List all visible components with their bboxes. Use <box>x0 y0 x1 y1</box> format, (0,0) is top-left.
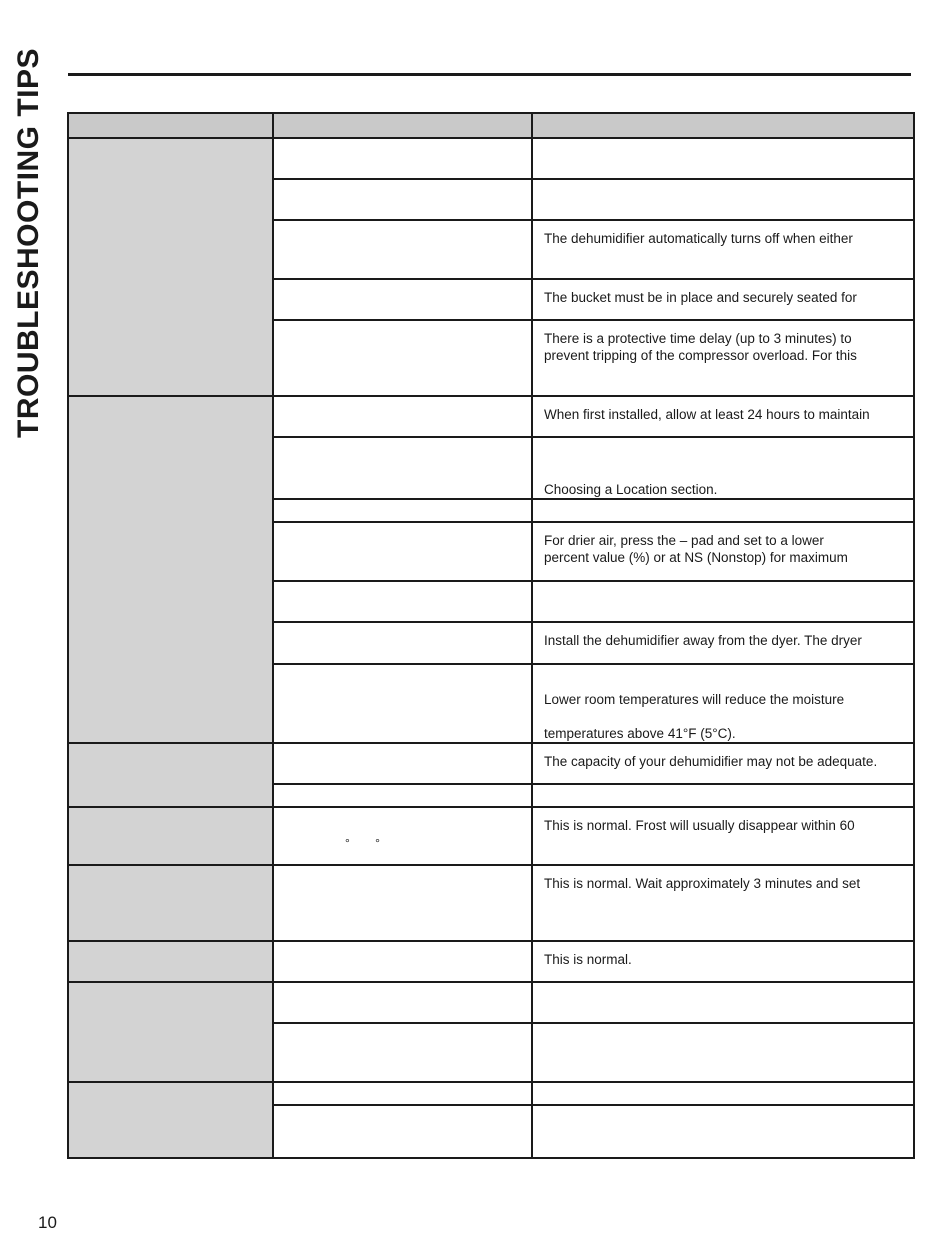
section-title <box>10 38 48 448</box>
action-cell <box>532 499 914 522</box>
action-cell <box>532 138 914 179</box>
action-cell <box>532 807 914 865</box>
table-row <box>68 982 914 1023</box>
header-rule <box>68 73 911 76</box>
action-text: The capacity of your dehumidifier may not be adequate. <box>544 754 878 769</box>
action-cell <box>532 784 914 807</box>
problem-cell <box>68 941 273 982</box>
action-text: This is normal. Wait approximately 3 minutes and set <box>544 876 861 891</box>
action-text: This is normal. <box>544 952 632 967</box>
cause-cell <box>273 279 532 320</box>
cause-cell <box>273 622 532 664</box>
action-cell <box>532 1082 914 1105</box>
section-title-text: TROUBLESHOOTING TIPS <box>12 47 46 439</box>
table-row <box>68 807 914 865</box>
table-header-row <box>68 113 914 138</box>
action-text: Choosing a Location section. <box>544 482 718 497</box>
cause-cell <box>273 138 532 179</box>
cause-cell <box>273 1105 532 1158</box>
problem-cell <box>68 982 273 1082</box>
problem-cell <box>68 865 273 941</box>
page-number: 10 <box>38 1213 57 1232</box>
action-cell <box>532 320 914 396</box>
action-text: temperatures above 41°F (5°C). <box>544 726 736 741</box>
cause-cell <box>273 807 532 865</box>
action-cell <box>532 664 914 743</box>
action-cell <box>532 941 914 982</box>
header-cell-action <box>532 113 914 138</box>
action-cell <box>532 179 914 220</box>
action-cell <box>532 279 914 320</box>
cause-cell <box>273 581 532 622</box>
action-text: There is a protective time delay (up to 3 minutes) to <box>544 331 852 346</box>
action-cell <box>532 622 914 664</box>
cause-cell <box>273 437 532 499</box>
action-text: The dehumidifier automatically turns off when either <box>544 231 853 246</box>
action-cell <box>532 437 914 499</box>
action-text: For drier air, press the – pad and set to a lower <box>544 533 824 548</box>
action-cell <box>532 1023 914 1082</box>
table-row <box>68 941 914 982</box>
problem-cell <box>68 138 273 396</box>
action-text: When first installed, allow at least 24 hours to maintain <box>544 407 870 422</box>
cause-cell <box>273 743 532 784</box>
cause-cell <box>273 664 532 743</box>
action-cell <box>532 220 914 279</box>
cause-cell <box>273 784 532 807</box>
cause-cell <box>273 941 532 982</box>
degree-marks: ° ° <box>345 836 380 850</box>
troubleshooting-table <box>67 112 915 1159</box>
cause-cell <box>273 982 532 1023</box>
cause-cell <box>273 179 532 220</box>
action-text: Lower room temperatures will reduce the moisture <box>544 692 845 707</box>
table-row <box>68 138 914 179</box>
action-cell <box>532 522 914 581</box>
table-row <box>68 396 914 437</box>
action-text: prevent tripping of the compressor overload. For this <box>544 348 857 363</box>
action-cell <box>532 982 914 1023</box>
header-cell-problem <box>68 113 273 138</box>
action-cell <box>532 396 914 437</box>
cause-cell <box>273 1023 532 1082</box>
problem-cell <box>68 807 273 865</box>
problem-cell <box>68 396 273 743</box>
header-cell-cause <box>273 113 532 138</box>
table-row <box>68 743 914 784</box>
action-text: Install the dehumidifier away from the dyer. The dryer <box>544 633 862 648</box>
cause-cell <box>273 320 532 396</box>
cause-cell <box>273 522 532 581</box>
action-cell <box>532 743 914 784</box>
cause-cell <box>273 396 532 437</box>
problem-cell <box>68 1082 273 1158</box>
action-text: This is normal. Frost will usually disappear within 60 <box>544 818 855 833</box>
cause-cell <box>273 220 532 279</box>
table-row <box>68 1082 914 1105</box>
action-cell <box>532 581 914 622</box>
action-cell <box>532 1105 914 1158</box>
action-cell <box>532 865 914 941</box>
cause-cell <box>273 865 532 941</box>
table-row <box>68 865 914 941</box>
problem-cell <box>68 743 273 807</box>
cause-cell <box>273 499 532 522</box>
action-text: The bucket must be in place and securely seated for <box>544 290 857 305</box>
cause-cell <box>273 1082 532 1105</box>
action-text: percent value (%) or at NS (Nonstop) for maximum <box>544 550 848 565</box>
